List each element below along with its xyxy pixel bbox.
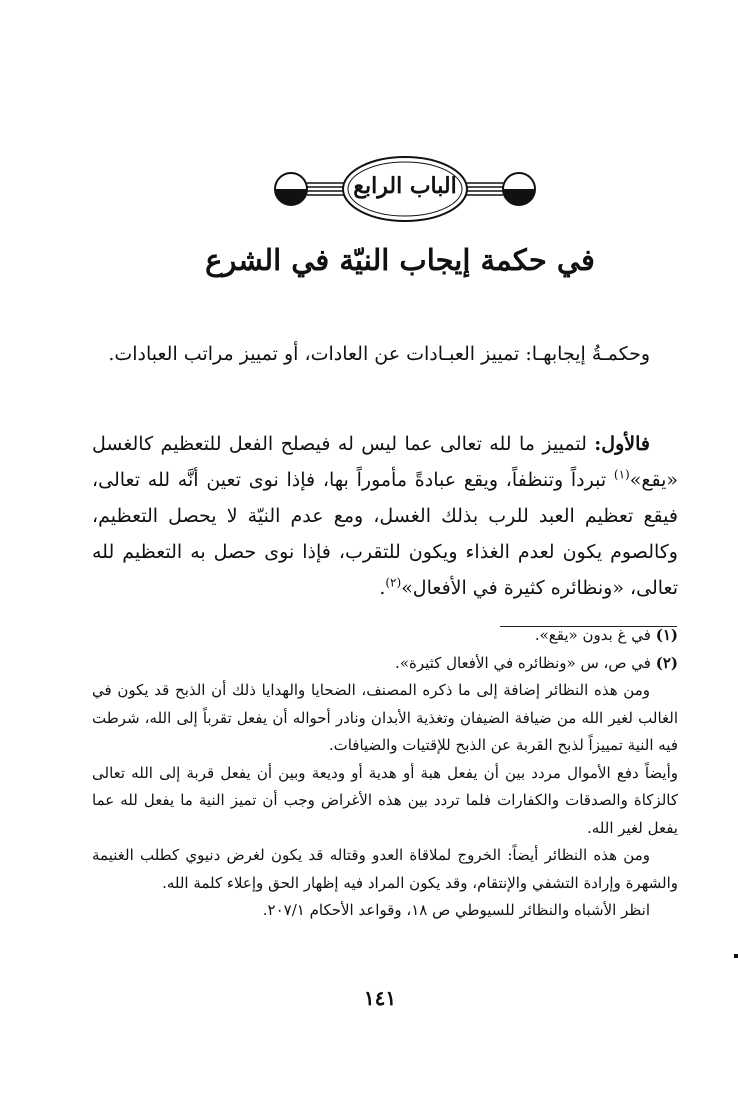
footnote-1 (92, 622, 678, 650)
paragraph-text-part2: تبرداً وتنظفاً، ويقع عبادةً مأموراً بها، فإذا نوى تعين أنَّه لله تعالى، فيقع تعظيم العبد للرب بذلك الغسل، ومع عدم النيّة لا يحصل التعظيم، وكالصوم يكون لعدم الغذاء ويكون للتقرب، فإذا نوى حصل به التعظيم لله تعالى، «ونظائره كثيرة في الأفعال» (92, 469, 678, 599)
footnote-text: في ص، س «ونظائره في الأفعال كثيرة». (395, 653, 656, 672)
chapter-subtitle: في حكمة إيجاب النيّة في الشرع (205, 243, 595, 277)
footnote-ref-1[interactable]: (١) (613, 467, 630, 482)
footnote-paragraph-d (92, 897, 678, 925)
footnote-text: في غ بدون «يقع». (534, 626, 656, 644)
footnote-2 (92, 650, 678, 678)
footnote-paragraph-text: وأيضاً دفع الأموال مردد بين أن يفعل هبة أو هدية أو وديعة وبين أن يفعل قربة إلى الله تعالى كالزكاة والصدقات والكفارات فلما تردد بين هذه الأغراض وجب أن تميز النية ما يفعل لله عما يفعل لغير الله. (92, 763, 678, 837)
footnotes-section (92, 622, 678, 925)
chapter-title: الباب الرابع (353, 173, 457, 199)
paragraph-lead-word: فالأول: (594, 433, 650, 455)
footnote-paragraph-text: ومن هذه النظائر أيضاً: الخروج لملاقاة العدو وقتاله قد يكون لغرض دنيوي كطلب الغنيمة والشهرة وإرادة التشفي والإنتقام، وقد يكون المراد فيه إظهار الحق وإعلاء كلمة الله. (92, 846, 678, 892)
footnote-paragraph-c (92, 842, 678, 897)
footnote-ref-2[interactable]: (٢) (385, 575, 402, 590)
chapter-banner (270, 150, 540, 228)
footnote-paragraph-text: ومن هذه النظائر إضافة إلى ما ذكره المصنف، الضحايا والهدايا ذلك أن الذبح قد يكون في الغالب لغير الله من ضيافة الضيفان وتغذية الأبدان ونادر أحواله أن يفعل تقرباً إلى الله، شرطت فيه النية تمييزاً لذبح القربة عن الذبح للإقتيات والضيافات. (92, 681, 678, 754)
footnote-number: (١) (655, 626, 678, 644)
paragraph-text-part1: لتمييز ما لله تعالى عما ليس له فيصلح الفعل للتعظيم كالغسل «يقع» (92, 433, 678, 491)
footnote-reference-text: انظر الأشباه والنظائر للسيوطي ص ١٨، وقواعد الأحكام ٢٠٧/١. (262, 901, 650, 919)
margin-mark (734, 954, 738, 958)
page-number: ١٤١ (363, 986, 397, 1010)
footnote-number: (٢) (655, 653, 678, 672)
footnote-paragraph-a (92, 677, 678, 760)
footnote-paragraph-b (92, 760, 678, 843)
paragraph-text-part3: . (379, 577, 386, 599)
paragraph-first (92, 426, 678, 606)
paragraph-intro (92, 336, 678, 372)
paragraph-intro-text: وحكمـةُ إيجابهـا: تمييز العبـادات عن العادات، أو تمييز مراتب العبادات. (108, 343, 650, 365)
